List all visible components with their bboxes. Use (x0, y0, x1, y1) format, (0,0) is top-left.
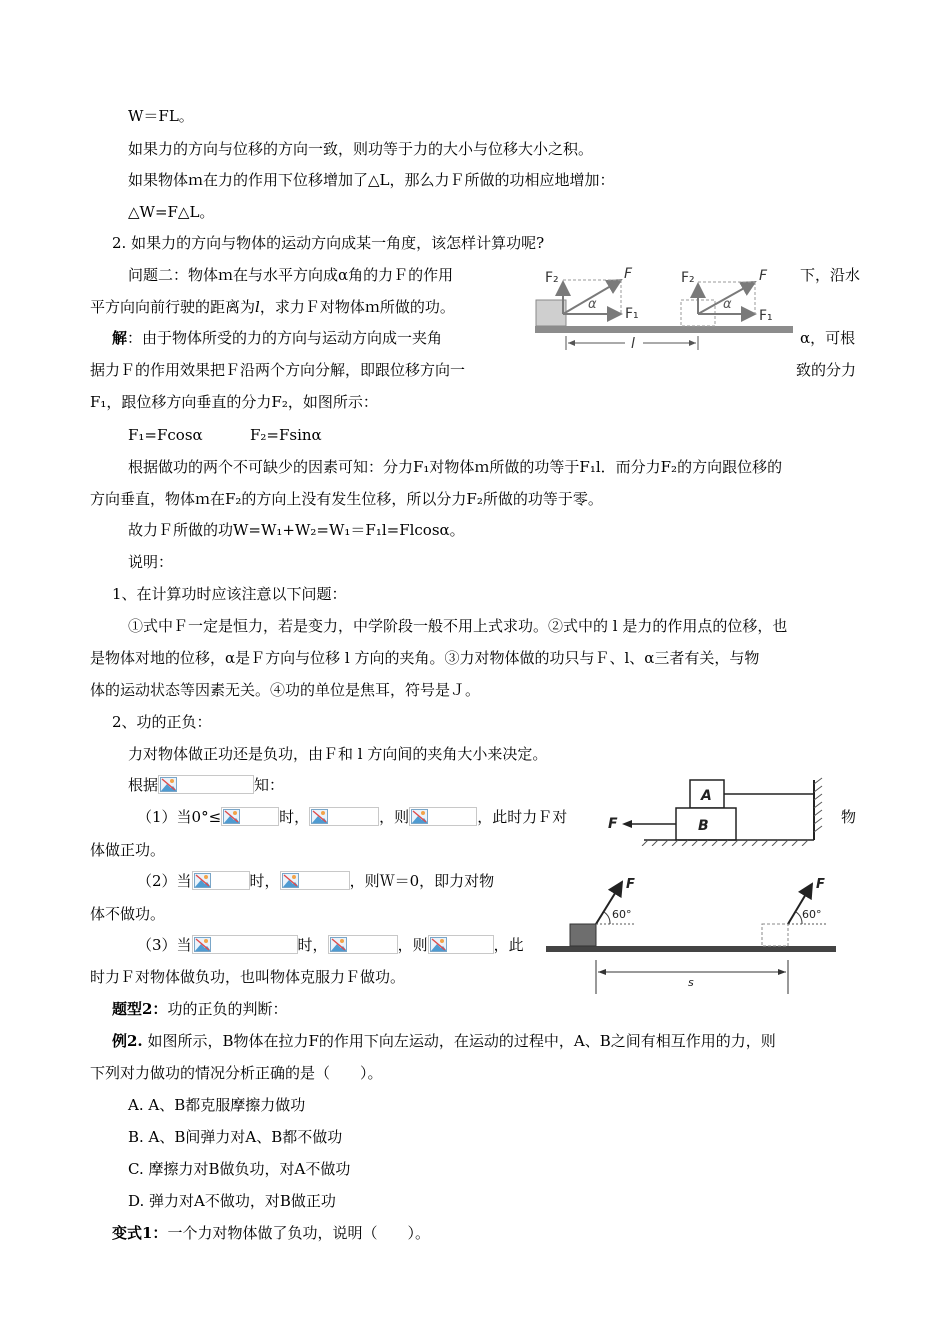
label-f1: F₁ (625, 306, 639, 322)
text-line (137, 935, 524, 955)
text-line: 如果力的方向与位移的方向一致，则功等于力的大小与位移大小之积。 (128, 140, 594, 158)
text-span: ，求力Ｆ对物体ｍ所做的功。 (259, 298, 455, 316)
block-start (570, 924, 596, 946)
text-line: 下列对力做功的情况分析正确的是（ ）。 (90, 1064, 383, 1082)
text-line: ①式中Ｆ一定是恒力，若是变力，中学阶段一般不用上式求功。②式中的 l 是力的作用点的位移，也 (128, 617, 788, 635)
text-line: 据力Ｆ的作用效果把Ｆ沿两个方向分解，即跟位移方向一 (90, 361, 466, 379)
broken-image-icon (158, 775, 254, 794)
formula: F₁=Fcosα (128, 426, 203, 444)
option-c: C. 摩擦力对B做负功，对A不做功 (128, 1160, 351, 1178)
text-line (112, 999, 287, 1019)
text-line: 是物体对地的位移，α是Ｆ方向与位移 l 方向的夹角。③力对物体做的功只与Ｆ、l、α三者有关，与物 (90, 649, 760, 667)
text-line: 时力Ｆ对物体做负功，也叫物体克服力Ｆ做功。 (90, 968, 406, 986)
text-span: ，此时力Ｆ对 (477, 808, 568, 826)
text-span: （1）当0°≤ (137, 808, 222, 826)
text-span: 时， (249, 872, 280, 890)
text-line (90, 297, 455, 317)
text-line: 体不做功。 (90, 905, 166, 923)
label-angle: 60° (612, 908, 632, 921)
text-span: ：由于物体所受的力的方向与运动方向成一夹角 (127, 329, 443, 347)
text-line: 1、在计算功时应该注意以下问题： (112, 585, 347, 603)
broken-image-icon (428, 935, 494, 954)
text-line: 根据做功的两个不可缺少的因素可知：分力F₁对物体ｍ所做的功等于F₁l．而分力F₂的方向跟位移的 (128, 458, 783, 476)
label-f1: F₁ (759, 308, 773, 324)
bold-label: 题型2： (112, 1000, 168, 1018)
text-line: 2、功的正负： (112, 713, 212, 731)
label-f: F (608, 816, 618, 832)
text-line: α，可根 (800, 329, 856, 347)
bold-label: 例2. (112, 1032, 143, 1050)
text-line: W＝FL。 (128, 107, 194, 125)
block-start (536, 300, 566, 326)
label-s: s (688, 976, 694, 989)
broken-image-icon (192, 935, 298, 954)
broken-image-icon (280, 871, 350, 890)
text-span: 功的正负的判断： (167, 1000, 288, 1018)
text-span: 知： (254, 776, 285, 794)
text-span: ，则Ｗ＝0，即力对物 (349, 872, 495, 890)
text-span: 如图所示，B物体在拉力F的作用下向左运动，在运动的过程中，A、B之间有相互作用的力，则 (147, 1032, 776, 1050)
option-d: D. 弹力对A不做功，对B做正功 (128, 1192, 336, 1210)
text-line (112, 328, 442, 348)
text-line (112, 1223, 430, 1243)
label-angle: 60° (802, 908, 822, 921)
label-a: A (701, 788, 712, 804)
text-span: ，则 (397, 936, 428, 954)
ground-strip (546, 946, 836, 952)
text-line (137, 807, 567, 827)
text-line (112, 1031, 776, 1051)
text-span: （3）当 (137, 936, 192, 954)
text-line: △W=F△L。 (128, 203, 215, 221)
angled-force-figure (540, 872, 840, 998)
blocks-ab-figure (604, 776, 826, 846)
label-f: F (816, 877, 825, 892)
text-line: 如果物体ｍ在力的作用下位移增加了△L，那么力Ｆ所做的功相应地增加： (128, 171, 615, 189)
label-alpha: α (723, 297, 732, 312)
bold-label: 变式1： (112, 1224, 168, 1242)
text-line: 问题二：物体ｍ在与水平方向成α角的力Ｆ的作用 (128, 266, 454, 284)
broken-image-icon (192, 871, 250, 890)
text-line: 下，沿水 (800, 266, 861, 284)
label-alpha: α (588, 297, 597, 312)
text-span: l (255, 298, 260, 316)
text-span: （2）当 (137, 872, 192, 890)
bold-label: 解 (112, 329, 128, 347)
broken-image-icon (309, 807, 379, 826)
text-span: 时， (279, 808, 310, 826)
text-line: 致的分力 (796, 361, 857, 379)
text-line: 故力Ｆ所做的功W=W₁+W₂=W₁＝F₁l=Flcosα。 (128, 521, 465, 539)
text-span: 平方向向前行驶的距离为 (90, 298, 256, 316)
broken-image-icon (409, 807, 477, 826)
block-end (762, 924, 788, 946)
label-b: B (698, 818, 709, 834)
label-f: F (759, 268, 768, 284)
text-line: F₁，跟位移方向垂直的分力F₂，如图所示： (90, 393, 378, 411)
text-span: 一个力对物体做了负功，说明（ ）。 (167, 1224, 430, 1242)
option-b: B. A、B间弹力对A、B都不做功 (128, 1128, 343, 1146)
ground-strip (535, 326, 793, 333)
text-line: 力对物体做正功还是负功，由Ｆ和 l 方向间的夹角大小来决定。 (128, 745, 548, 763)
text-line: 体的运动状态等因素无关。④功的单位是焦耳，符号是Ｊ。 (90, 681, 481, 699)
label-f2: F₂ (681, 270, 695, 286)
text-line (128, 775, 284, 795)
broken-image-icon (221, 807, 279, 826)
text-line: 方向垂直，物体ｍ在F₂的方向上没有发生位移，所以分力F₂所做的功等于零。 (90, 490, 603, 508)
formula: F₂=Fsinα (250, 426, 322, 444)
section-heading: 2. 如果力的方向与物体的运动方向成某一角度，该怎样计算功呢? (112, 234, 545, 252)
text-line: 说明： (128, 553, 174, 571)
label-l: l (631, 336, 635, 352)
text-span: ，则 (379, 808, 410, 826)
text-line: 物 (841, 808, 857, 826)
text-span: 时， (297, 936, 328, 954)
label-f2: F₂ (545, 270, 559, 286)
broken-image-icon (328, 935, 398, 954)
text-line (137, 871, 494, 891)
text-line: 体做正功。 (90, 841, 166, 859)
label-f: F (624, 266, 633, 282)
text-span: ，此 (493, 936, 524, 954)
text-span: 根据 (128, 776, 159, 794)
label-f: F (626, 877, 635, 892)
force-decomposition-figure (533, 262, 795, 366)
option-a: A. A、B都克服摩擦力做功 (128, 1096, 306, 1114)
